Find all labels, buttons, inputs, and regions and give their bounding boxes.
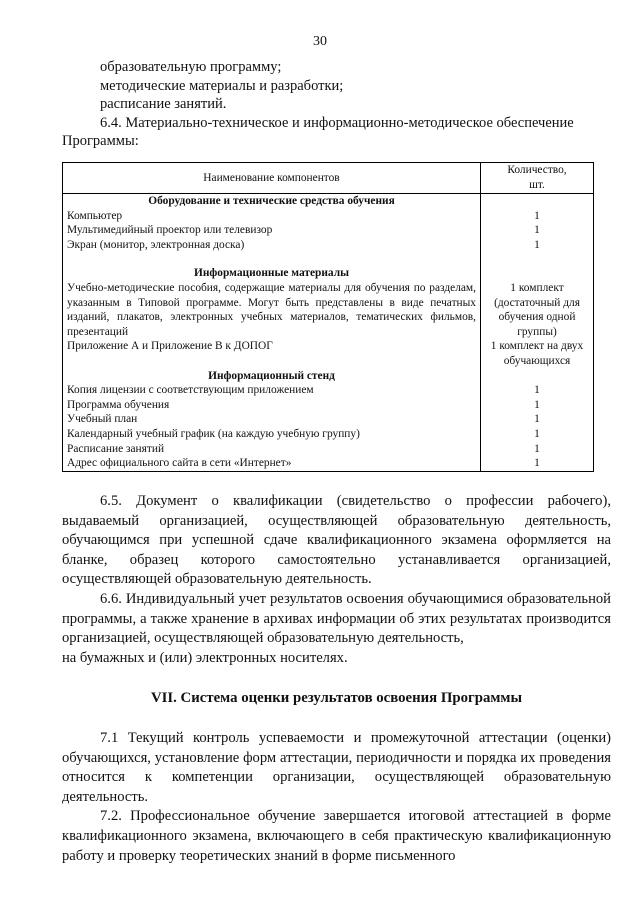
item-qty: 1 xyxy=(481,456,594,471)
item-qty: 1 xyxy=(481,398,594,413)
clause-7-2: 7.2. Профессиональное обучение завершается итоговой аттестацией в форме квалификационного экзамена, включающего в себя практическую квалификационную работу и проверку теоретических знаний в форме письменного xyxy=(62,808,611,864)
item-qty: 1 комплект (достаточный для обучения одной группы) xyxy=(481,281,594,339)
table-row xyxy=(63,223,594,238)
section-title: Оборудование и технические средства обучения xyxy=(63,194,481,209)
intro-line: методические материалы и разработки; xyxy=(100,77,344,94)
table-header-row xyxy=(63,163,594,194)
table-row xyxy=(63,209,594,224)
section-title-row xyxy=(63,194,594,209)
table-row xyxy=(63,412,594,427)
table-row xyxy=(63,442,594,457)
table-row xyxy=(63,339,594,368)
item-qty: 1 xyxy=(481,442,594,457)
item-name: Расписание занятий xyxy=(63,442,481,457)
item-name: Календарный учебный график (на каждую учебную группу) xyxy=(63,427,481,442)
clause-6-4-line2: Программы: xyxy=(62,133,139,149)
item-name: Учебно-методические пособия, содержащие материалы для обучения по разделам, указанным в Типовой программе. Могут быть представлены в виде печатных изданий, плакатов, электронных учебных материалов, тематических фильмов, презентаций xyxy=(63,281,481,339)
intro-block xyxy=(62,58,594,151)
section-7-heading: VII. Система оценки результатов освоения Программы xyxy=(150,690,523,707)
table-row xyxy=(63,238,594,253)
item-qty: 1 xyxy=(481,223,594,238)
body-text xyxy=(62,492,611,866)
section-title-row xyxy=(63,266,594,281)
header-qty-cell xyxy=(481,163,594,194)
section-title: Информационные материалы xyxy=(63,266,481,281)
item-qty: 1 xyxy=(481,209,594,224)
header-qty-line: шт. xyxy=(529,179,545,191)
table-row xyxy=(63,456,594,471)
item-qty: 1 xyxy=(481,383,594,398)
item-qty: 1 xyxy=(481,238,594,253)
table-row xyxy=(63,398,594,413)
table-row xyxy=(63,383,594,398)
header-qty-line: Количество, xyxy=(507,164,567,177)
intro-line: расписание занятий. xyxy=(100,96,227,112)
clause-6-4-line1: 6.4. Материально-техническое и информационно-методическое обеспечение xyxy=(100,114,574,131)
clause-6-6-tail: на бумажных и (или) электронных носителях. xyxy=(62,649,348,666)
item-name: Адрес официального сайта в сети «Интернет» xyxy=(63,456,481,471)
header-name-cell: Наименование компонентов xyxy=(63,163,481,194)
intro-line: образовательную программу; xyxy=(100,59,282,75)
item-name: Мультимедийный проектор или телевизор xyxy=(63,223,481,238)
clause-6-6: 6.6. Индивидуальный учет результатов освоения обучающимися образовательной программы, а также хранение в архивах информации об этих результатах производится организацией, осуществляющей образовательную деятельность, xyxy=(62,590,611,647)
item-qty: 1 xyxy=(481,427,594,442)
section-title: Информационный стенд xyxy=(63,369,481,384)
components-table xyxy=(62,162,594,472)
table-row xyxy=(63,427,594,442)
item-name: Копия лицензии с соответствующим приложением xyxy=(63,383,481,398)
item-name: Приложение А и Приложение В к ДОПОГ xyxy=(63,339,481,368)
item-name: Программа обучения xyxy=(63,398,481,413)
item-name: Компьютер xyxy=(63,209,481,224)
item-name: Учебный план xyxy=(63,412,481,427)
section-title-row xyxy=(63,369,594,384)
spacer-row xyxy=(63,252,594,266)
clause-7-1: 7.1 Текущий контроль успеваемости и промежуточной аттестации (оценки) обучающихся, установление форм аттестации, периодичности и порядка их проведения относится к компетенции организации, осуществляющей образовательную деятельность. xyxy=(62,729,611,805)
item-qty: 1 комплект на двух обучающихся xyxy=(481,339,594,368)
page-number: 30 xyxy=(313,34,327,49)
clause-6-5: 6.5. Документ о квалификации (свидетельство о профессии рабочего), выдаваемый организацией, осуществляющей образовательную деятельность, обучающимся при успешной сдаче квалификационного экзамена оформляется на бланке, образец которого самостоятельно устанавливается организацией, осуществляющей образовательную деятельность. xyxy=(62,493,611,588)
item-name: Экран (монитор, электронная доска) xyxy=(63,238,481,253)
item-qty: 1 xyxy=(481,412,594,427)
table-row xyxy=(63,281,594,339)
